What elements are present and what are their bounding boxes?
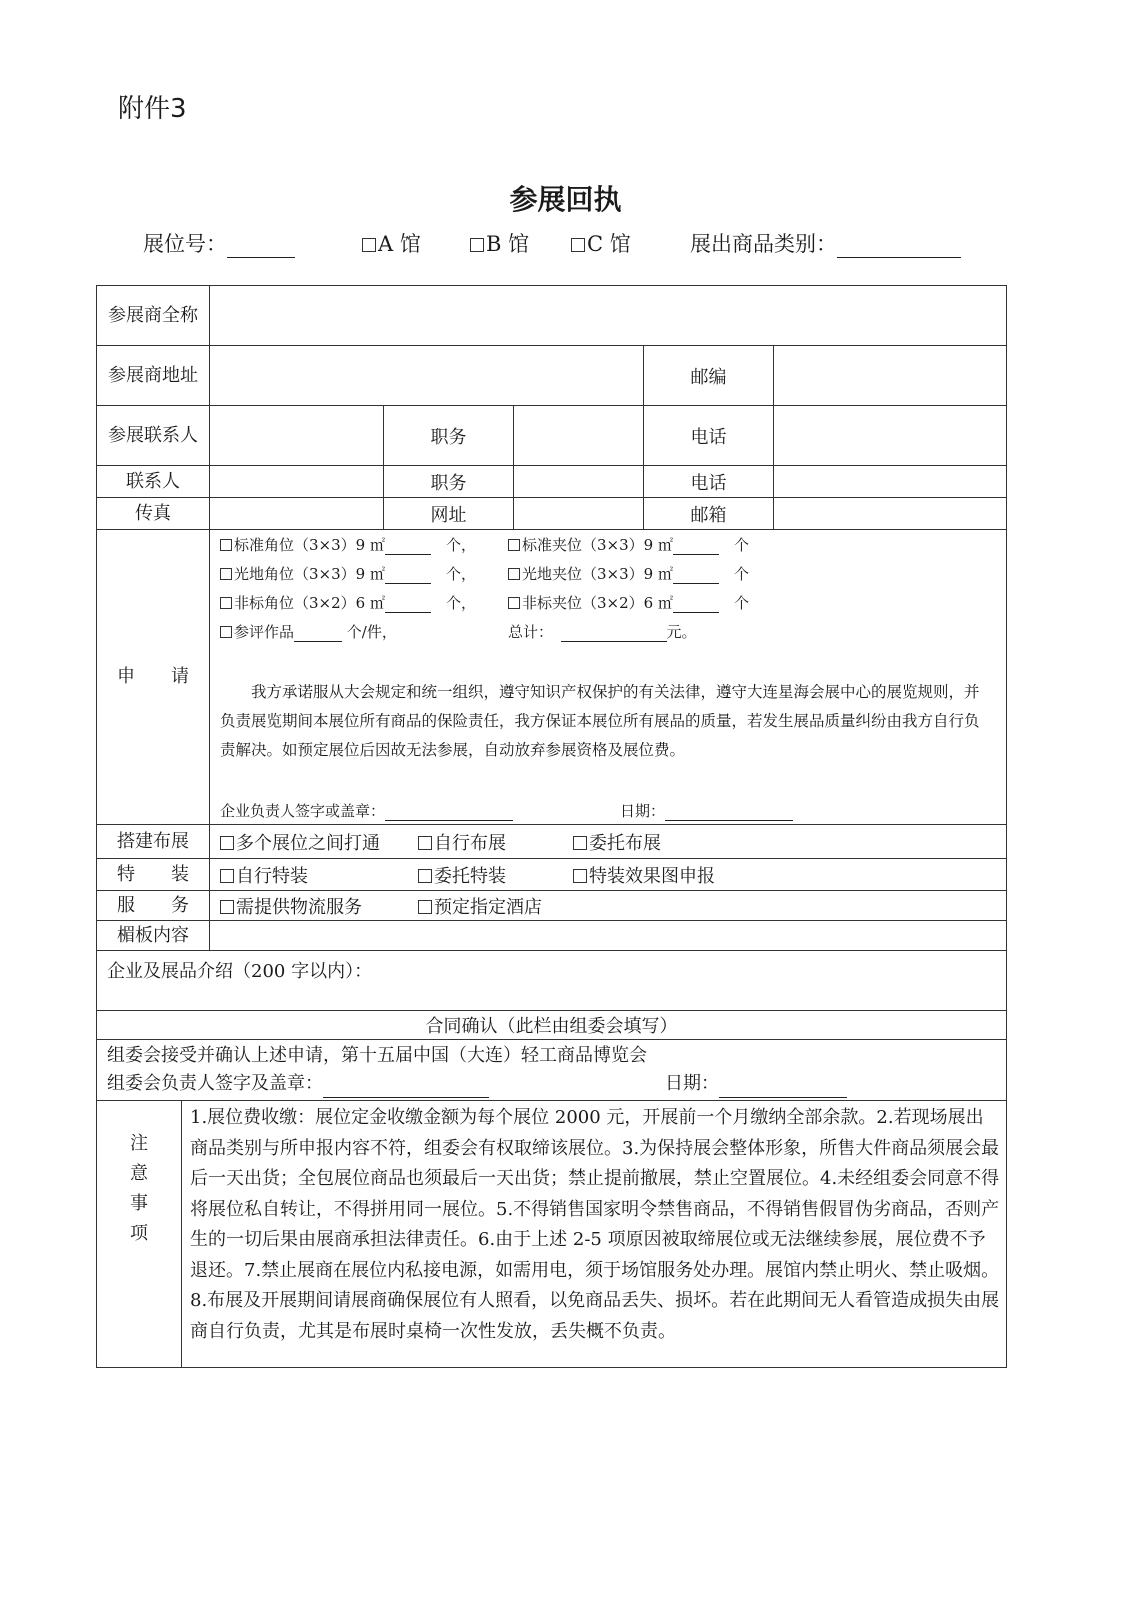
unit-label: 个 [733, 565, 749, 583]
position-field[interactable] [514, 406, 644, 466]
checkbox[interactable] [220, 597, 232, 609]
entries-blank[interactable] [294, 623, 342, 642]
hall-b-checkbox[interactable] [470, 238, 484, 252]
decoration-option[interactable] [220, 862, 418, 888]
fascia-field[interactable] [210, 921, 1007, 951]
signature-row [220, 800, 513, 821]
checkbox[interactable] [220, 626, 232, 638]
exhibitor-address-label: 参展商地址 [97, 346, 210, 406]
committee-date-label: 日期： [665, 1073, 719, 1094]
option-label: 委托布展 [589, 832, 661, 854]
setup-option[interactable] [418, 829, 573, 855]
committee-signature-blank[interactable] [323, 1077, 489, 1098]
booth-number-label: 展位号： [143, 232, 227, 256]
form-title: 参展回执 [509, 183, 622, 216]
product-category [690, 228, 961, 258]
quantity-blank[interactable] [673, 594, 719, 613]
booth-option-row[interactable] [220, 592, 476, 613]
unit-label: 个， [445, 594, 476, 612]
notes-label-char: 注 [130, 1133, 148, 1154]
notes-label-char: 事 [130, 1193, 148, 1214]
position-label-2: 职务 [384, 466, 514, 498]
contract-heading: 合同确认（此栏由组委会填写） [97, 1011, 1007, 1040]
checkbox[interactable] [573, 836, 587, 850]
setup-options [210, 825, 1007, 859]
website-label: 网址 [384, 498, 514, 530]
checkbox[interactable] [508, 539, 520, 551]
registration-form [96, 285, 1007, 1368]
contact-label: 联系人 [97, 466, 210, 498]
checkbox[interactable] [573, 869, 587, 883]
checkbox[interactable] [220, 869, 234, 883]
hall-a-label: A 馆 [378, 232, 421, 256]
decoration-option[interactable] [573, 862, 715, 888]
checkbox[interactable] [508, 597, 520, 609]
booth-option-row[interactable] [220, 563, 476, 584]
hall-a-option[interactable] [362, 228, 421, 258]
service-option[interactable] [220, 893, 418, 919]
date-blank[interactable] [665, 802, 793, 821]
checkbox[interactable] [220, 568, 232, 580]
fax-label: 传真 [97, 498, 210, 530]
contact-person-label: 参展联系人 [97, 406, 210, 466]
checkbox[interactable] [220, 539, 232, 551]
unit-label: 个， [445, 536, 476, 554]
contract-confirm [97, 1040, 1007, 1101]
contract-accept-text: 组委会接受并确认上述申请，第十五届中国（大连）轻工商品博览会 [107, 1045, 647, 1066]
postcode-label: 邮编 [644, 346, 774, 406]
service-option[interactable] [418, 893, 542, 919]
total-row [508, 621, 697, 642]
booth-option-label: 非标角位（3×2）6 ㎡ [234, 594, 385, 612]
signature-label: 企业负责人签字或盖章： [220, 802, 386, 820]
total-blank[interactable] [561, 623, 667, 642]
quantity-blank[interactable] [385, 594, 431, 613]
hall-c-label: C 馆 [587, 232, 631, 256]
entries-label: 参评作品 [234, 623, 295, 641]
position-field-2[interactable] [514, 466, 644, 498]
attachment-label: 附件3 [118, 94, 187, 124]
fascia-label: 楣板内容 [97, 921, 210, 951]
unit-label: 元。 [666, 623, 697, 641]
hall-c-option[interactable] [571, 228, 631, 258]
setup-label: 搭建布展 [97, 825, 210, 859]
email-field[interactable] [774, 498, 1007, 530]
booth-option-label: 光地夹位（3×3）9 ㎡ [522, 565, 673, 583]
option-label: 委托特装 [434, 865, 506, 887]
pledge-text: 我方承诺服从大会规定和统一组织，遵守知识产权保护的有关法律，遵守大连星海会展中心的展览规则，并负责展览期间本展位所有商品的保险责任，我方保证本展位所有展品的质量，若发生展品质量纠纷由我方自行负责解决。如预定展位后因故无法参展，自动放弃参展资格及展位费。 [220, 683, 980, 759]
decoration-options [210, 859, 1007, 891]
signature-blank[interactable] [385, 802, 513, 821]
quantity-blank[interactable] [673, 536, 719, 555]
contract-signature-row [107, 1070, 996, 1098]
notes-label-char: 意 [130, 1163, 148, 1184]
hall-b-label: B 馆 [486, 232, 530, 256]
notes-label [97, 1101, 182, 1368]
checkbox[interactable] [220, 900, 234, 914]
notes-text: 1.展位费收缴：展位定金收缴金额为每个展位 2000 元，开展前一个月缴纳全部余款。2.若现场展出商品类别与所申报内容不符，组委会有权取缔该展位。3.为保持展会整体形象，所售大件商品须展会最后一天出货；全包展位商品也须最后一天出货；禁止提前撤展，禁止空置展位。4.未经组委会同意不得将展位私自转让，不得拼用同一展位。5.不得销售国家明令禁售商品，不得销售假冒伪劣商品，否则产生的一切后果由展商承担法律责任。6.由于上述 2-5 项原因被取缔展位或无法继续参展，展位费不予退还。7.禁止展商在展位内私接电源，如需用电，须于场馆服务处办理。展馆内禁止明火、禁止吸烟。8.布展及开展期间请展商确保展位有人照看，以免商品丢失、损坏。若在此期间无人看管造成损失由展商自行负责，尤其是布展时桌椅一次性发放，丢失概不负责。 [182, 1101, 1007, 1368]
application-label: 申 请 [97, 530, 210, 825]
application-body [210, 530, 1006, 824]
exhibitor-name-label: 参展商全称 [97, 286, 210, 346]
checkbox[interactable] [220, 836, 234, 850]
booth-option-row[interactable] [508, 534, 749, 555]
application-cell [210, 530, 1007, 825]
quantity-blank[interactable] [385, 536, 431, 555]
committee-signature-label: 组委会负责人签字及盖章： [107, 1073, 323, 1094]
hall-b-option[interactable] [470, 228, 529, 258]
booth-option-label: 非标夹位（3×2）6 ㎡ [522, 594, 673, 612]
booth-number [143, 228, 295, 258]
setup-option[interactable] [220, 829, 418, 855]
committee-date-blank[interactable] [719, 1077, 847, 1098]
option-label: 多个展位之间打通 [236, 832, 380, 854]
checkbox[interactable] [418, 836, 432, 850]
fax-field[interactable] [210, 498, 384, 530]
booth-option-row[interactable] [220, 534, 476, 555]
contact-person-field[interactable] [210, 406, 384, 466]
hall-a-checkbox[interactable] [362, 238, 376, 252]
option-label: 自行特装 [236, 865, 308, 887]
option-label: 预定指定酒店 [434, 896, 542, 918]
entries-row[interactable] [220, 621, 397, 642]
phone-field[interactable] [774, 406, 1007, 466]
service-label: 服 务 [97, 891, 210, 921]
product-category-blank[interactable] [837, 235, 961, 258]
product-category-label: 展出商品类别： [690, 232, 837, 256]
notes-label-char: 项 [130, 1223, 148, 1244]
option-label: 需提供物流服务 [236, 896, 362, 918]
booth-option-label: 标准角位（3×3）9 ㎡ [234, 536, 385, 554]
option-label: 特装效果图申报 [589, 865, 715, 887]
booth-option-row[interactable] [508, 563, 749, 584]
phone-field-2[interactable] [774, 466, 1007, 498]
exhibitor-name-field[interactable] [210, 286, 1007, 346]
intro-field[interactable] [97, 951, 1007, 1011]
booth-option-row[interactable] [508, 592, 749, 613]
hall-c-checkbox[interactable] [571, 238, 585, 252]
total-label: 总计： [508, 623, 546, 641]
intro-label: 企业及展品介绍（200 字以内）： [107, 961, 373, 982]
checkbox[interactable] [418, 869, 432, 883]
setup-option[interactable] [573, 829, 661, 855]
contact-field[interactable] [210, 466, 384, 498]
option-label: 自行布展 [434, 832, 506, 854]
unit-label: 个， [445, 565, 476, 583]
unit-label: 个/件， [346, 623, 397, 641]
website-field[interactable] [514, 498, 644, 530]
booth-option-label: 光地角位（3×3）9 ㎡ [234, 565, 385, 583]
date-row [620, 800, 793, 821]
unit-label: 个 [733, 594, 749, 612]
date-label: 日期： [620, 802, 666, 820]
unit-label: 个 [733, 536, 749, 554]
exhibitor-address-field[interactable] [210, 346, 644, 406]
decoration-label: 特 装 [97, 859, 210, 891]
booth-number-blank[interactable] [227, 235, 295, 258]
decoration-option[interactable] [418, 862, 573, 888]
phone-label: 电话 [644, 406, 774, 466]
phone-label-2: 电话 [644, 466, 774, 498]
checkbox[interactable] [508, 568, 520, 580]
quantity-blank[interactable] [385, 565, 431, 584]
booth-option-label: 标准夹位（3×3）9 ㎡ [522, 536, 673, 554]
checkbox[interactable] [418, 900, 432, 914]
service-options [210, 891, 1007, 921]
quantity-blank[interactable] [673, 565, 719, 584]
postcode-field[interactable] [774, 346, 1007, 406]
position-label: 职务 [384, 406, 514, 466]
email-label: 邮箱 [644, 498, 774, 530]
